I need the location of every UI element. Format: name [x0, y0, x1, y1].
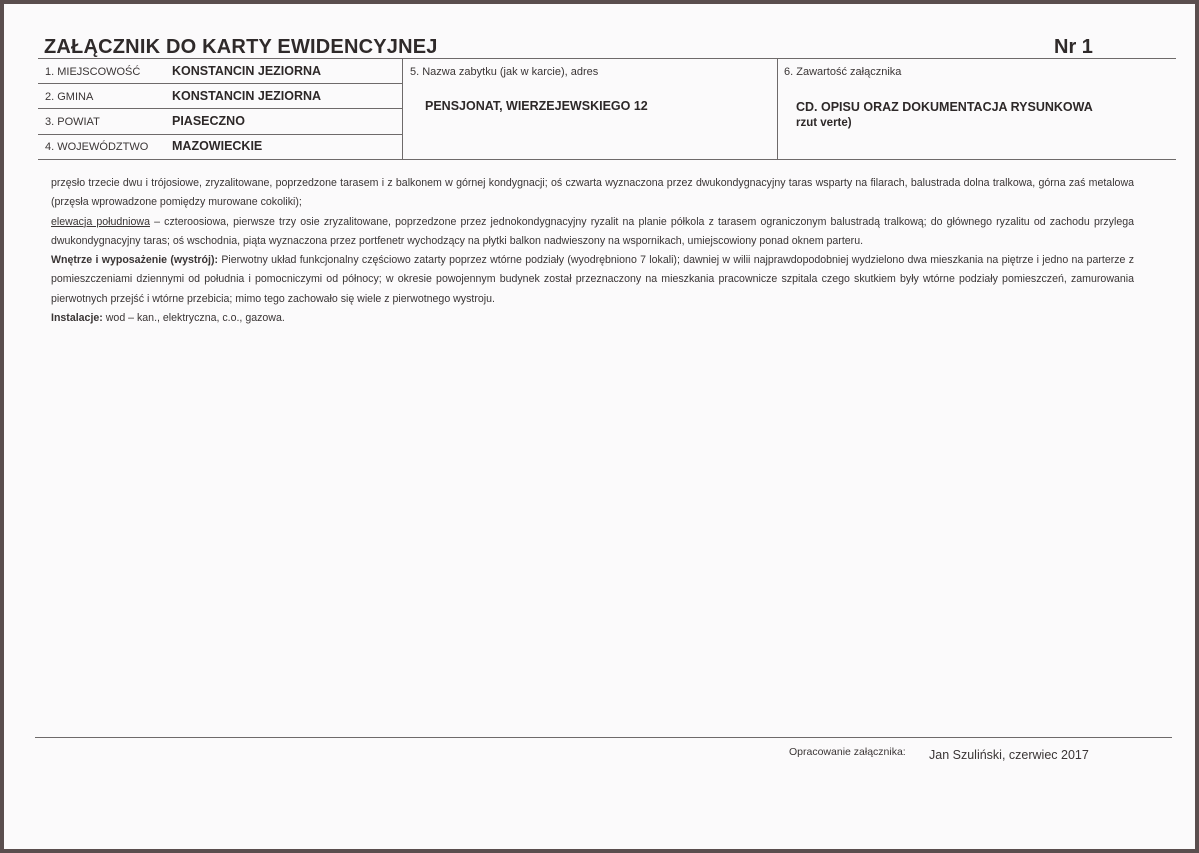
- interior-text: Pierwotny układ funkcjonalny częściowo zatarty poprzez wtórne podziały (wyodrębniono 7 lokali); dawniej w wilii najprawdopodobniej wydzielono dwa mieszkania na piętrze i jedno na parterze z pomieszczeniami dziennymi od południa i pomocniczymi od północy; w okresie powojennym budynek został przeznaczony na mieszkania pracownicze szpitala czego skutkiem były wtórne podziały pomieszczeń, zamurowania pierwotnych przejść i wtórne przebicia; mimo tego zachowało się wiele z pierwotnego wystroju.: [51, 254, 1135, 305]
- field-label-miejscowosc: 1. MIEJSCOWOŚĆ: [45, 66, 141, 78]
- table-top-border: [38, 58, 1176, 59]
- field-value-wojewodztwo: MAZOWIECKIE: [172, 139, 263, 153]
- attachment-contents-line2: rzut verte): [796, 117, 852, 129]
- column-divider: [402, 58, 403, 159]
- attachment-number: Nr 1: [1054, 36, 1093, 58]
- installations-text: wod – kan., elektryczna, c.o., gazowa.: [102, 312, 285, 325]
- footer-divider: [35, 737, 1172, 738]
- attachment-contents-label: 6. Zawartość załącznika: [784, 66, 902, 78]
- interior-heading: Wnętrze i wyposażenie (wystrój):: [51, 254, 219, 267]
- field-value-miejscowosc: KONSTANCIN JEZIORNA: [172, 64, 322, 78]
- field-label-gmina: 2. GMINA: [45, 91, 94, 103]
- row-divider: [38, 134, 402, 135]
- table-bottom-border: [38, 159, 1176, 160]
- description-body: [51, 174, 1134, 328]
- row-divider: [38, 83, 402, 84]
- paragraph-installations: [51, 309, 1134, 328]
- south-elevation-text: – czteroosiowa, pierwsze trzy osie zryzalitowane, poprzedzone przez jednokondygnacyjny ryzalit na planie półkola z tarasem ograniczonym balustradą tralkową; do głównego ryzalitu od zachodu przylega dwukondygnacyjny taras; oś wschodnia, piąta wyznaczona przez portfenetr wychodzący na płytki balkon nadwieszony na wspornikach, umiejscowiony ponad oknem parteru.: [51, 215, 1135, 247]
- paragraph-interior: [51, 251, 1134, 309]
- row-divider: [38, 108, 402, 109]
- prepared-by-label: Opracowanie załącznika:: [789, 746, 906, 758]
- field-label-wojewodztwo: 4. WOJEWÓDZTWO: [45, 141, 149, 153]
- field-label-powiat: 3. POWIAT: [45, 116, 100, 128]
- field-value-gmina: KONSTANCIN JEZIORNA: [172, 89, 322, 103]
- monument-name-value: PENSJONAT, WIERZEJEWSKIEGO 12: [425, 99, 648, 113]
- prepared-by-value: Jan Szuliński, czerwiec 2017: [929, 748, 1089, 762]
- paragraph-span-description: przęsło trzecie dwu i trójosiowe, zryzalitowane, poprzedzone tarasem i z balkonem w górnej kondygnacji; oś czwarta wyznaczona przez dwukondygnacyjny taras wsparty na filarach, balustrada dolna tralkowa, górna zaś metalowa (przęsła wprowadzone pomiędzy murowane cokoliki);: [51, 177, 1134, 209]
- column-divider: [777, 58, 778, 159]
- document-title: ZAŁĄCZNIK DO KARTY EWIDENCYJNEJ: [44, 36, 438, 58]
- paragraph-south-elevation: [51, 213, 1134, 252]
- field-value-powiat: PIASECZNO: [172, 114, 245, 128]
- attachment-contents-value: [796, 99, 1093, 131]
- attachment-contents-line1: CD. OPISU ORAZ DOKUMENTACJA RYSUNKOWA: [796, 100, 1093, 114]
- monument-name-label: 5. Nazwa zabytku (jak w karcie), adres: [410, 66, 599, 78]
- installations-heading: Instalacje:: [51, 312, 103, 325]
- document-page: [4, 4, 1195, 849]
- south-elevation-heading: elewacja południowa: [51, 215, 150, 228]
